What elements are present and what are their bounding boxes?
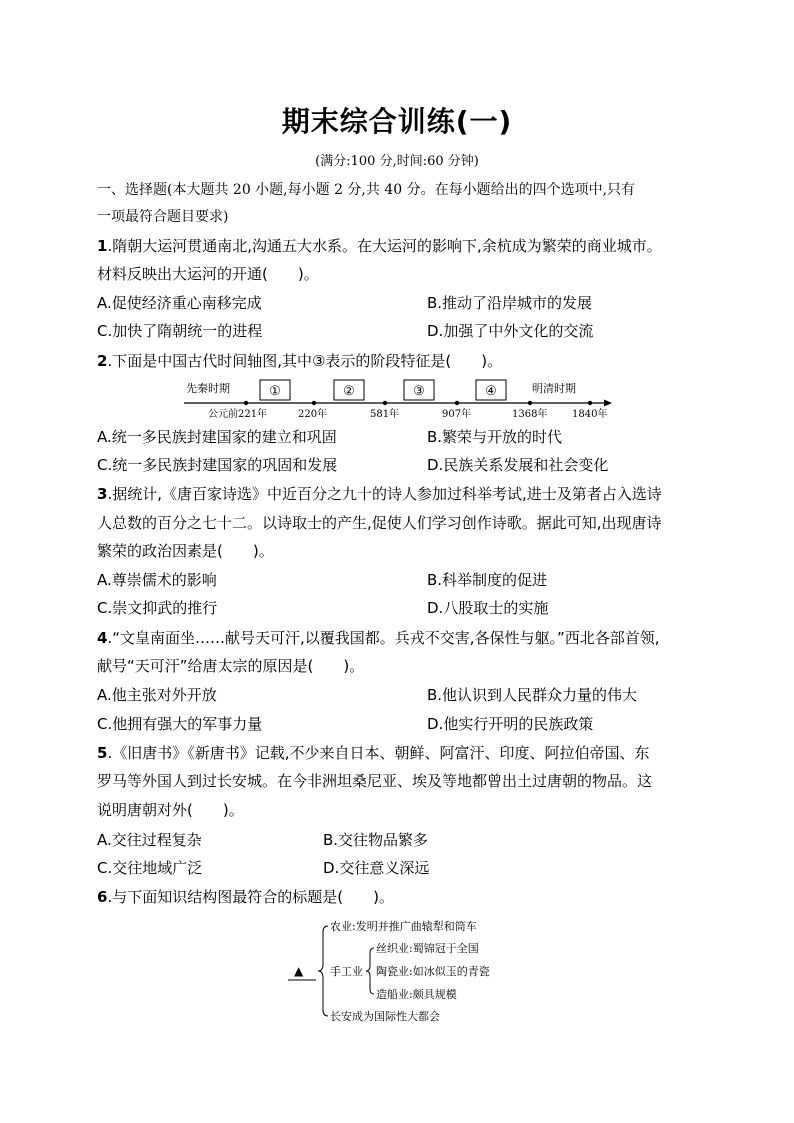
- question-4-line-1: 4.“文皇南面坐……献号天可汗,以覆我国都。兵戎不交害,各保性与躯。”西北各部首领,: [97, 629, 660, 647]
- question-5-line-3: 说明唐朝对外( )。: [97, 801, 244, 819]
- question-3-option-a[interactable]: A.尊崇儒术的影响: [97, 571, 217, 589]
- question-number: 1: [97, 237, 108, 255]
- question-3-line-3: 繁荣的政治因素是( )。: [97, 542, 274, 560]
- question-4-option-b[interactable]: B.他认识到人民群众力量的伟大: [427, 686, 638, 704]
- question-4-option-c[interactable]: C.他拥有强大的军事力量: [97, 715, 263, 733]
- question-2-option-d[interactable]: D.民族关系发展和社会变化: [427, 456, 609, 474]
- timeline-figure: [180, 377, 620, 421]
- timeline-tick-label: 公元前221年: [208, 409, 268, 420]
- structure-shipbuilding: 造船业:颇具规模: [376, 988, 457, 1001]
- question-number: 5: [97, 744, 108, 762]
- question-5-option-a[interactable]: A.交往过程复杂: [97, 831, 202, 849]
- question-3-option-b[interactable]: B.科举制度的促进: [427, 571, 548, 589]
- question-5-option-b[interactable]: B.交往物品繁多: [323, 831, 429, 849]
- svg-text:③: ③: [413, 384, 425, 399]
- timeline-box-3: [404, 380, 434, 400]
- section-heading-cont: 一项最符合题目要求): [97, 209, 229, 225]
- question-1-line-2: 材料反映出大运河的开通( )。: [97, 265, 319, 283]
- structure-ceramics: 陶瓷业:如冰似玉的青瓷: [376, 965, 490, 978]
- timeline-tick-label: 581年: [370, 409, 400, 420]
- timeline-tick-dot: [383, 401, 387, 405]
- structure-handicraft: 手工业: [330, 965, 363, 978]
- question-4-line-2: 献号“天可汗”给唐太宗的原因是( )。: [97, 657, 365, 675]
- question-5-option-d[interactable]: D.交往意义深远: [323, 859, 430, 877]
- question-number: 3: [97, 485, 108, 503]
- main-brace: [318, 926, 328, 1016]
- question-1-option-d[interactable]: D.加强了中外文化的交流: [427, 322, 594, 340]
- structure-placeholder: ▲: [294, 964, 304, 978]
- timeline-tick-label: 1368年: [512, 409, 548, 420]
- svg-text:②: ②: [343, 384, 355, 399]
- timeline-tick-label: 220年: [298, 409, 328, 420]
- question-1-option-c[interactable]: C.加快了隋朝统一的进程: [97, 322, 263, 340]
- timeline-box-4: [476, 380, 506, 400]
- question-number: 2: [97, 352, 108, 370]
- question-3-line-1: 3.据统计,《唐百家诗选》中近百分之九十的诗人参加过科举考试,进士及第者占入选诗: [97, 485, 662, 503]
- page-title: 期末综合训练(一): [281, 105, 513, 138]
- question-5-option-c[interactable]: C.交往地域广泛: [97, 859, 203, 877]
- svg-text:①: ①: [269, 384, 281, 399]
- question-1-line-1: 1.隋朝大运河贯通南北,沟通五大水系。在大运河的影响下,余杭成为繁荣的商业城市。: [97, 237, 662, 255]
- question-4-option-a[interactable]: A.他主张对外开放: [97, 686, 217, 704]
- question-5-line-1: 5.《旧唐书》《新唐书》记载,不少来自日本、朝鲜、阿富汗、印度、阿拉伯帝国、东: [97, 744, 650, 762]
- question-2-option-b[interactable]: B.繁荣与开放的时代: [427, 428, 563, 446]
- structure-silk: 丝织业:蜀锦冠于全国: [376, 942, 479, 955]
- structure-agriculture: 农业:发明并推广曲辕犁和筒车: [330, 920, 477, 933]
- question-4-option-d[interactable]: D.他实行开明的民族政策: [427, 715, 594, 733]
- section-heading: 一、选择题(本大题共 20 小题,每小题 2 分,共 40 分。在每小题给出的四个选项中,只有: [97, 182, 636, 198]
- structure-changan: 长安成为国际性大都会: [330, 1010, 440, 1023]
- timeline-tick-dot: [455, 401, 459, 405]
- timeline-tick-label: 1840年: [572, 409, 608, 420]
- timeline-tick-label: 907年: [442, 409, 472, 420]
- question-3-option-d[interactable]: D.八股取士的实施: [427, 599, 549, 617]
- sub-brace: [366, 948, 374, 994]
- question-3-line-2: 人总数的百分之七十二。以诗取士的产生,促使人们学习创作诗歌。据此可知,出现唐诗: [97, 514, 662, 532]
- question-1-option-a[interactable]: A.促使经济重心南移完成: [97, 294, 262, 312]
- timeline-tick-dot: [312, 401, 316, 405]
- question-number: 4: [97, 629, 108, 647]
- question-2-line-1: 2.下面是中国古代时间轴图,其中③表示的阶段特征是( )。: [97, 352, 503, 370]
- question-2-option-c[interactable]: C.统一多民族封建国家的巩固和发展: [97, 456, 338, 474]
- question-5-line-2: 罗马等外国人到过长安城。在今非洲坦桑尼亚、埃及等地都曾出土过唐朝的物品。这: [97, 772, 653, 790]
- question-number: 6: [97, 888, 108, 906]
- timeline-tick-dot: [244, 401, 248, 405]
- page-subtitle: (满分:100 分,时间:60 分钟): [315, 154, 479, 169]
- timeline-left-label: 先秦时期: [186, 382, 230, 395]
- svg-text:④: ④: [485, 384, 497, 399]
- timeline-box-2: [334, 380, 364, 400]
- timeline-right-label: 明清时期: [532, 382, 576, 395]
- question-6-line-1: 6.与下面知识结构图最符合的标题是( )。: [97, 888, 394, 906]
- timeline-tick-dot: [588, 401, 592, 405]
- knowledge-structure-diagram: [284, 914, 524, 1030]
- question-1-option-b[interactable]: B.推动了沿岸城市的发展: [427, 294, 593, 312]
- question-2-option-a[interactable]: A.统一多民族封建国家的建立和巩固: [97, 428, 337, 446]
- question-3-option-c[interactable]: C.崇文抑武的推行: [97, 599, 218, 617]
- timeline-box-1: [260, 380, 290, 400]
- timeline-tick-dot: [528, 401, 532, 405]
